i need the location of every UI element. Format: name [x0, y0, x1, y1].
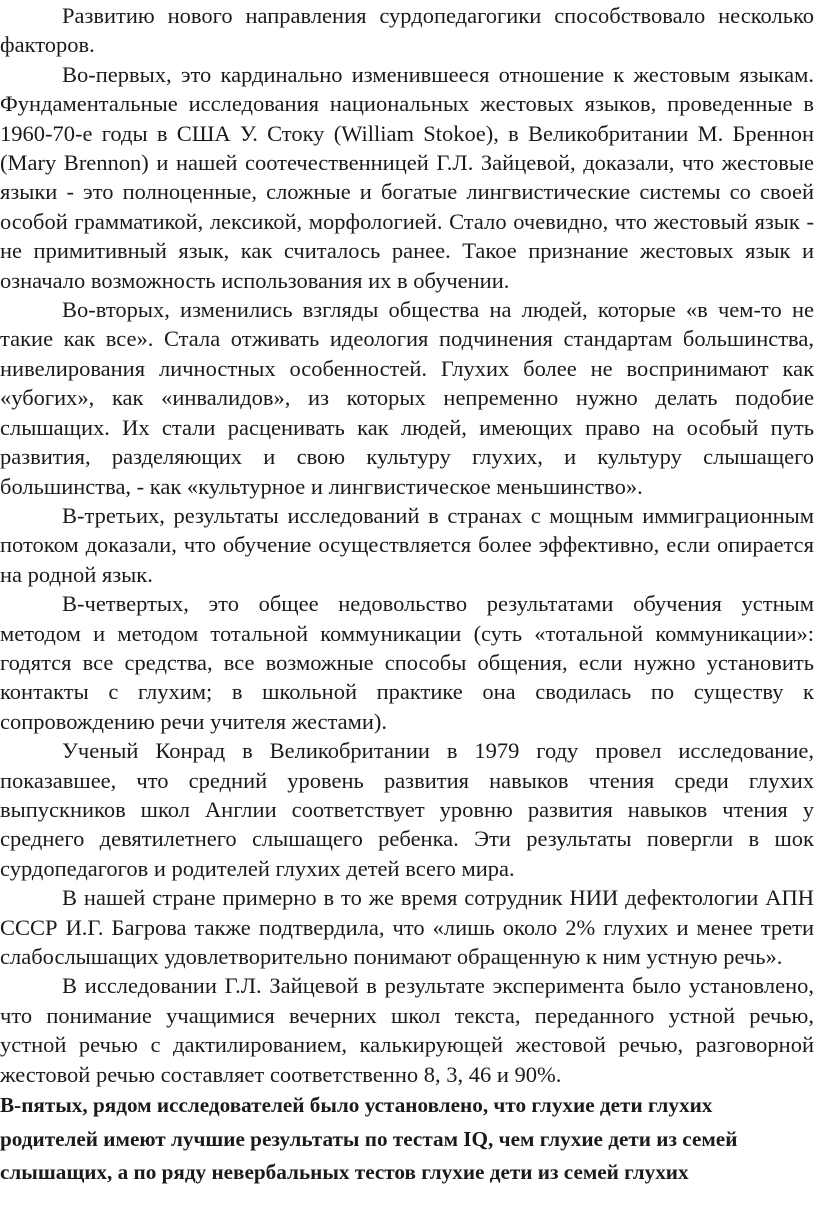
paragraph-third-factor: В-третьих, результаты исследований в странах с мощным иммиграционным потоком доказали, что обучение осуществляется более эффективно, если опирается на родной язык.: [0, 502, 814, 587]
paragraph-fourth-factor: В-четвертых, это общее недовольство результатами обучения устным методом и методом тотальной коммуникации (суть «тотальной коммуникации»: годятся все средства, все возможные способы общения, если нужно установить контакты с глухим; в школьной практике она сводилась по существу к сопровождению речи учителя жестами).: [0, 591, 814, 734]
paragraph-conrad-study: Ученый Конрад в Великобритании в 1979 году провел исследование, показавшее, что средний уровень развития навыков чтения среди глухих выпускников школ Англии соответствует уровню развития навыков чтения у среднего девятилетнего слышащего ребенка. Эти результаты повергли в шок сурдопедагогов и родителей глухих детей всего мира.: [0, 738, 814, 881]
paragraph-first-factor: Во-первых, это кардинально изменившееся отношение к жестовым языкам. Фундаментальные исследования национальных жестовых языков, проведенные в 1960-70-е годы в США У. Стоку (William Stokoe), в Великобритании М. Бреннон (Mary Brennon) и нашей соотечественницей Г.Л. Зайцевой, доказали, что жестовые языки - это полноценные, сложные и богатые лингвистические системы со своей особой грамматикой, лексикой, морфологией. Стало очевидно, что жестовый язык - не примитивный язык, как считалось ранее. Такое признание жестовых язык и означало возможность использования их в обучении.: [0, 61, 814, 293]
paragraph-zaytseva-study: В исследовании Г.Л. Зайцевой в результате эксперимента было установлено, что понимание учащимися вечерних школ текста, переданного устной речью, устной речью с дактилированием, калькирующей жестовой речью, разговорной жестовой речью составляет соответственно 8, 3, 46 и 90%.: [0, 973, 814, 1087]
paragraph-fifth-factor: В-пятых, рядом исследователей было установлено, что глухие дети глухих родителей имеют лучшие результаты по тестам IQ, чем глухие дети из семей слышащих, а по ряду невербальных тестов глухие дети из семей глухих: [0, 1093, 738, 1185]
document-body: [0, 1, 814, 1190]
paragraph-bagrova-study: В нашей стране примерно в то же время сотрудник НИИ дефектологии АПН СССР И.Г. Багрова также подтвердила, что «лишь около 2% глухих и менее трети слабослышащих удовлетворительно понимают обращенную к ним устную речь».: [0, 885, 814, 969]
paragraph-second-factor: Во-вторых, изменились взгляды общества на людей, которые «в чем-то не такие как все». Стала отживать идеология подчинения стандартам большинства, нивелирования личностных особенностей. Глухих более не воспринимают как «убогих», как «инвалидов», из которых непременно нужно делать подобие слышащих. Их стали расценивать как людей, имеющих право на особый путь развития, разделяющих и свою культуру глухих, и культуру слышащего большинства, - как «культурное и лингвистическое меньшинство».: [0, 297, 814, 499]
paragraph-intro: Развитию нового направления сурдопедагогики способствовало несколько факторов.: [0, 3, 814, 58]
